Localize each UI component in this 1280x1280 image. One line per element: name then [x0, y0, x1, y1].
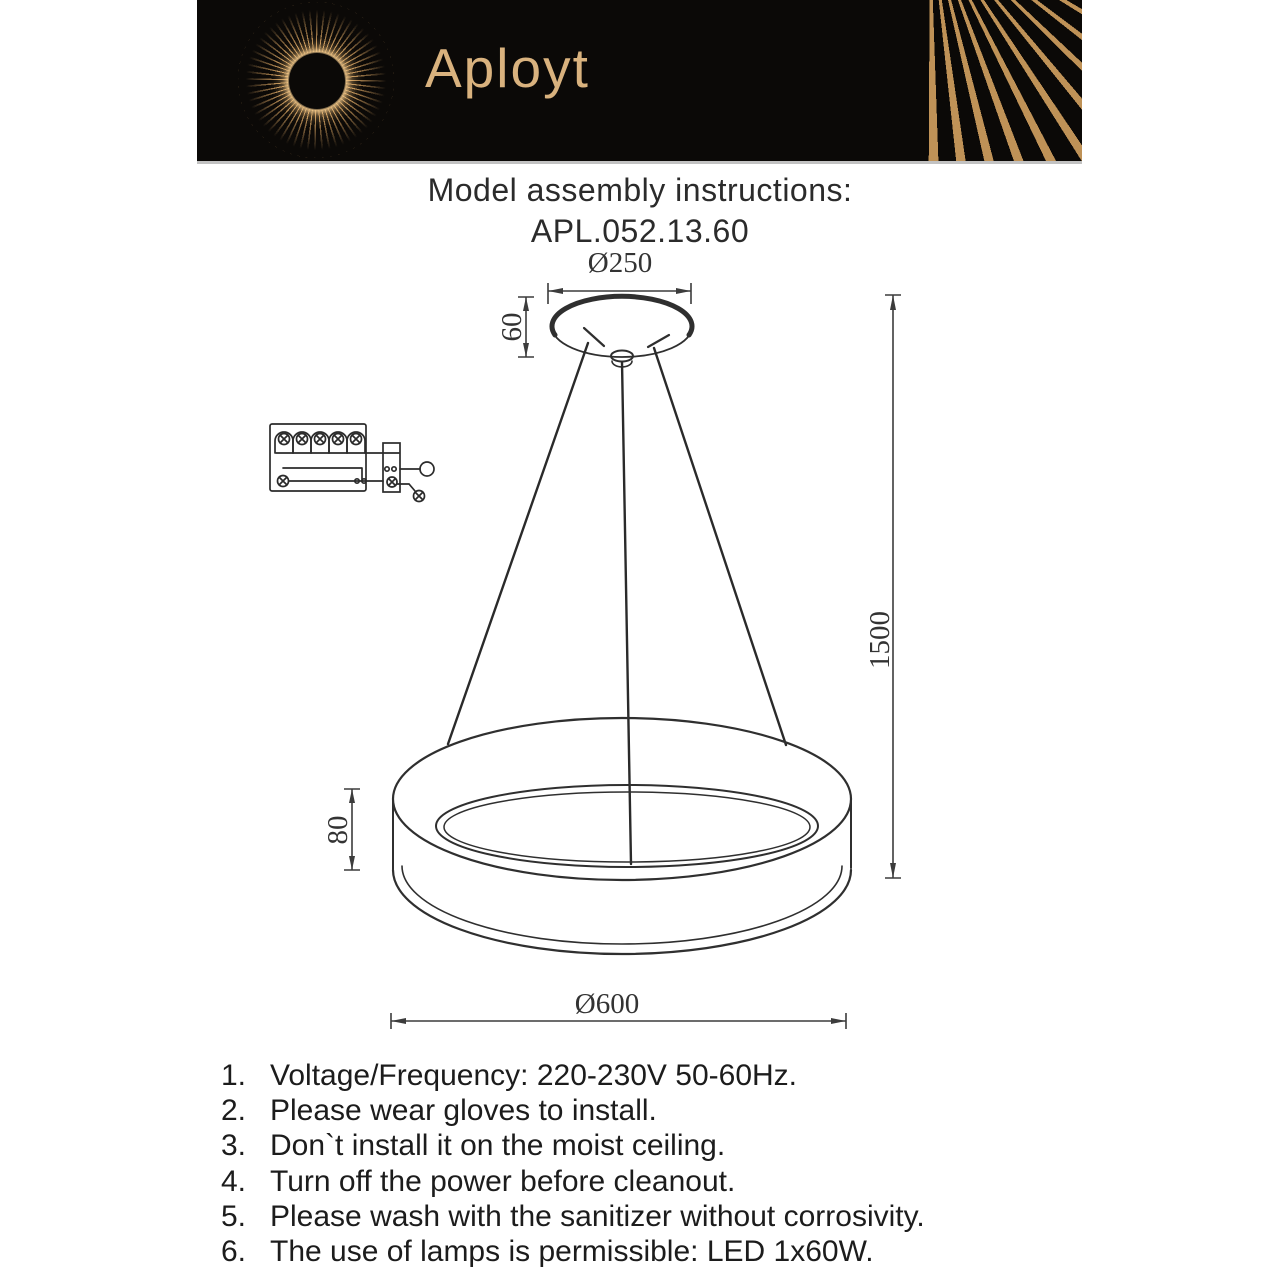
- suspension-wire-left: [448, 343, 588, 744]
- suspension-wire-right: [654, 348, 786, 745]
- dim-canopy-height: 60: [496, 312, 528, 342]
- item-number: 3.: [221, 1129, 247, 1163]
- list-item: [221, 1128, 925, 1163]
- item-text: Turn off the power before cleanout.: [270, 1164, 736, 1198]
- led-ring-body: [393, 718, 851, 954]
- item-text: The use of lamps is permissible: LED 1x60W.: [270, 1235, 874, 1269]
- wiring-schematic: [270, 424, 434, 502]
- list-item: [221, 1164, 925, 1199]
- list-item: [221, 1199, 925, 1234]
- list-item: [221, 1093, 925, 1128]
- page-title: Model assembly instructions:: [427, 172, 853, 208]
- suspension-wire-center: [622, 362, 631, 864]
- dim-canopy-diameter: Ø250: [587, 247, 653, 279]
- item-text: Please wash with the sanitizer without corrosivity.: [270, 1199, 925, 1233]
- dim-ring-height: 80: [322, 815, 354, 845]
- item-number: 2.: [221, 1094, 247, 1128]
- list-item: [221, 1058, 925, 1093]
- dim-drop-length: 1500: [864, 611, 896, 669]
- list-item: [221, 1234, 925, 1269]
- item-text: Voltage/Frequency: 220-230V 50-60Hz.: [270, 1059, 798, 1092]
- lamp-symbol-icon: [420, 462, 434, 476]
- dimension-labels: [322, 247, 896, 1020]
- item-number: 5.: [221, 1199, 247, 1233]
- brand-name: Aployt: [425, 37, 590, 99]
- ceiling-canopy: [552, 296, 692, 367]
- item-number: 6.: [221, 1235, 247, 1269]
- instructions-list: [221, 1058, 925, 1269]
- dim-ring-diameter: Ø600: [574, 988, 640, 1020]
- item-text: Please wear gloves to install.: [270, 1094, 657, 1128]
- item-number: 4.: [221, 1164, 247, 1198]
- model-number: APL.052.13.60: [530, 213, 750, 249]
- item-number: 1.: [221, 1059, 247, 1092]
- item-text: Don`t install it on the moist ceiling.: [270, 1129, 726, 1163]
